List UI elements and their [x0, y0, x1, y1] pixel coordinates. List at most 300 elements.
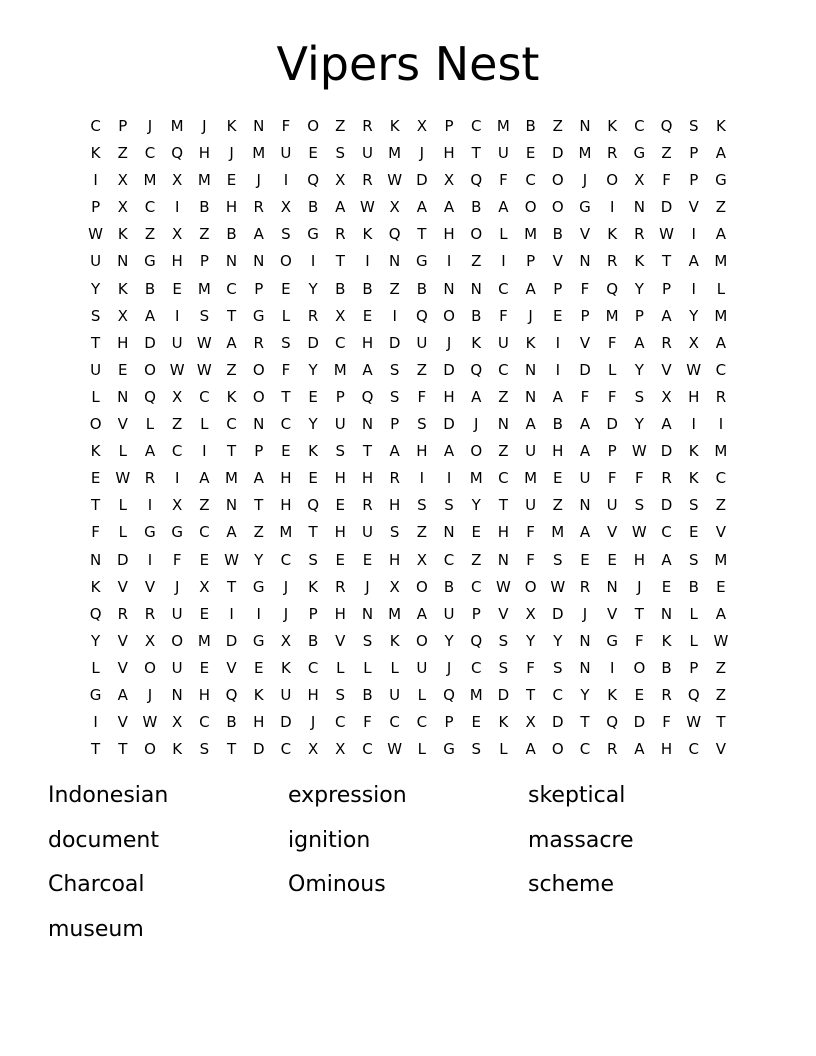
grid-letter: S: [389, 523, 400, 542]
grid-letter: Z: [498, 387, 509, 406]
grid-letter: T: [498, 496, 508, 515]
grid-letter: L: [200, 415, 209, 434]
grid-letter: F: [607, 387, 617, 406]
grid-letter: T: [254, 496, 264, 515]
grid-letter: Y: [91, 279, 101, 298]
grid-letter: N: [660, 604, 673, 623]
grid-letter: K: [607, 117, 618, 135]
grid-letter: I: [691, 279, 696, 298]
grid-letter: S: [281, 225, 291, 244]
grid-letter: Z: [552, 117, 563, 135]
grid-letter: V: [335, 631, 346, 650]
grid-letter: X: [416, 117, 427, 135]
grid-letter: Q: [470, 360, 483, 379]
grid-letter: C: [389, 713, 400, 732]
grid-letter: E: [281, 442, 291, 461]
grid-letter: S: [444, 496, 454, 515]
grid-letter: I: [93, 713, 98, 732]
grid-letter: N: [579, 658, 591, 677]
grid-letter: K: [226, 117, 237, 135]
grid-letter: U: [416, 333, 428, 352]
grid-letter: K: [715, 117, 726, 135]
grid-letter: C: [280, 740, 292, 759]
grid-letter: Q: [361, 387, 374, 406]
grid-letter: S: [634, 496, 645, 515]
grid-letter: N: [497, 550, 510, 569]
grid-letter: T: [91, 740, 101, 759]
grid-letter: G: [252, 577, 265, 596]
grid-letter: I: [419, 469, 425, 488]
grid-letter: E: [90, 469, 101, 488]
grid-letter: F: [526, 523, 535, 542]
grid-letter: U: [497, 333, 509, 352]
grid-letter: B: [307, 198, 319, 217]
grid-letter: P: [634, 306, 644, 325]
grid-letter: C: [470, 658, 482, 677]
grid-letter: D: [633, 713, 646, 732]
grid-letter: Y: [526, 631, 536, 650]
grid-letter: Q: [660, 117, 673, 135]
grid-letter: K: [389, 631, 400, 650]
grid-letter: W: [550, 577, 566, 596]
grid-letter: T: [226, 442, 237, 461]
grid-letter: Y: [308, 415, 318, 434]
grid-letter: N: [361, 604, 374, 623]
grid-letter: H: [552, 442, 564, 461]
grid-letter: W: [387, 740, 403, 759]
grid-letter: A: [144, 306, 156, 325]
grid-letter: H: [225, 198, 238, 217]
grid-letter: Z: [471, 252, 482, 271]
grid-letter: Y: [580, 685, 590, 704]
grid-letter: F: [526, 658, 535, 677]
grid-letter: P: [689, 171, 699, 190]
grid-letter: C: [688, 740, 699, 759]
grid-letter: Y: [308, 360, 318, 379]
grid-letter: P: [580, 306, 590, 325]
grid-letter: V: [661, 360, 672, 379]
grid-letter: P: [444, 117, 454, 135]
grid-letter: N: [117, 252, 129, 271]
grid-letter: Z: [253, 523, 264, 542]
grid-letter: D: [606, 415, 618, 434]
grid-letter: A: [471, 387, 482, 406]
grid-letter: Q: [470, 171, 483, 190]
grid-letter: R: [606, 252, 618, 271]
grid-letter: O: [633, 658, 646, 677]
grid-letter: W: [713, 631, 729, 650]
grid-letter: E: [172, 279, 182, 298]
grid-letter: A: [661, 306, 672, 325]
grid-letter: D: [280, 713, 292, 732]
grid-letter: Y: [91, 631, 101, 650]
grid-letter: Q: [687, 685, 700, 704]
grid-letter: A: [416, 604, 427, 623]
grid-letter: Y: [689, 306, 699, 325]
grid-letter: F: [91, 523, 100, 542]
grid-letter: C: [715, 469, 727, 488]
grid-letter: Y: [553, 631, 563, 650]
grid-letter: A: [634, 740, 645, 759]
grid-letter: N: [606, 577, 618, 596]
grid-letter: I: [718, 415, 724, 434]
word-list-item: ignition: [288, 827, 371, 853]
grid-letter: W: [196, 333, 212, 352]
grid-letter: M: [605, 306, 619, 325]
grid-letter: X: [280, 631, 292, 650]
grid-letter: P: [689, 144, 699, 163]
grid-letter: A: [144, 442, 156, 461]
grid-letter: M: [469, 685, 483, 704]
grid-letter: H: [307, 685, 319, 704]
grid-letter: A: [715, 604, 727, 623]
grid-letter: P: [526, 252, 536, 271]
grid-letter: E: [281, 279, 291, 298]
grid-letter: B: [443, 577, 455, 596]
grid-letter: I: [147, 496, 153, 515]
grid-letter: H: [688, 387, 700, 406]
grid-letter: S: [417, 415, 427, 434]
grid-letter: A: [443, 198, 455, 217]
grid-letter: L: [118, 496, 127, 515]
grid-letter: O: [252, 360, 265, 379]
grid-letter: J: [147, 685, 153, 704]
grid-letter: N: [443, 279, 455, 298]
grid-letter: I: [609, 198, 615, 217]
grid-letter: A: [389, 442, 400, 461]
grid-letter: E: [308, 469, 318, 488]
grid-letter: U: [90, 360, 102, 379]
grid-letter: L: [689, 604, 698, 623]
grid-letter: L: [91, 387, 100, 406]
word-list-item: skeptical: [528, 783, 626, 808]
grid-letter: I: [147, 550, 153, 569]
grid-letter: E: [688, 523, 699, 542]
grid-letter: W: [142, 713, 158, 732]
grid-letter: H: [416, 442, 428, 461]
word-list: [48, 778, 768, 956]
grid-letter: X: [117, 306, 128, 325]
grid-letter: B: [307, 631, 319, 650]
grid-letter: N: [524, 360, 537, 379]
grid-letter: G: [443, 740, 455, 759]
grid-letter: J: [174, 577, 180, 596]
grid-letter: T: [335, 252, 345, 271]
grid-letter: N: [253, 415, 265, 434]
grid-letter: O: [551, 198, 564, 217]
grid-letter: G: [606, 631, 618, 650]
grid-letter: C: [715, 360, 727, 379]
grid-letter: T: [226, 306, 237, 325]
grid-letter: F: [607, 333, 617, 352]
grid-letter: K: [688, 442, 699, 461]
grid-letter: R: [117, 604, 128, 623]
page-title: Vipers Nest: [276, 37, 540, 91]
grid-letter: S: [90, 306, 101, 325]
grid-letter: S: [199, 740, 210, 759]
grid-letter: O: [524, 198, 537, 217]
grid-letter: N: [524, 387, 537, 406]
grid-letter: V: [688, 198, 699, 217]
grid-letter: A: [579, 523, 591, 542]
grid-letter: Y: [634, 415, 644, 434]
grid-letter: F: [635, 469, 644, 488]
grid-letter: L: [118, 523, 127, 542]
grid-letter: L: [716, 279, 726, 298]
grid-letter: V: [579, 333, 591, 352]
grid-letter: O: [280, 252, 292, 271]
grid-letter: X: [335, 171, 346, 190]
grid-letter: A: [117, 685, 128, 704]
grid-letter: N: [579, 117, 591, 135]
word-list-item: document: [48, 827, 159, 853]
grid-letter: F: [662, 171, 671, 190]
grid-letter: E: [716, 577, 726, 596]
grid-letter: L: [499, 225, 508, 244]
grid-letter: M: [578, 144, 592, 163]
grid-letter: I: [555, 333, 560, 352]
grid-letter: B: [362, 685, 373, 704]
grid-letter: S: [281, 333, 291, 352]
grid-letter: J: [419, 144, 425, 163]
grid-letter: X: [117, 171, 128, 190]
grid-letter: R: [335, 225, 346, 244]
grid-letter: C: [280, 415, 292, 434]
grid-letter: A: [362, 360, 373, 379]
grid-letter: R: [362, 171, 373, 190]
grid-letter: D: [497, 685, 510, 704]
grid-letter: P: [308, 604, 318, 623]
grid-letter: T: [417, 225, 427, 244]
grid-letter: I: [174, 469, 180, 488]
grid-letter: S: [389, 360, 400, 379]
grid-letter: P: [390, 415, 400, 434]
grid-letter: J: [147, 117, 153, 135]
grid-letter: R: [144, 469, 156, 488]
grid-letter: E: [199, 550, 210, 569]
grid-letter: O: [551, 740, 564, 759]
grid-letter: E: [661, 577, 672, 596]
grid-letter: G: [715, 171, 727, 190]
grid-letter: Z: [471, 550, 482, 569]
grid-letter: R: [634, 225, 645, 244]
grid-letter: E: [118, 360, 128, 379]
grid-letter: X: [634, 171, 645, 190]
grid-letter: K: [226, 387, 237, 406]
grid-letter: O: [606, 171, 619, 190]
grid-letter: L: [336, 658, 345, 677]
grid-letter: V: [117, 631, 128, 650]
grid-letter: H: [633, 550, 645, 569]
grid-letter: F: [580, 387, 590, 406]
grid-letter: B: [144, 279, 156, 298]
grid-letter: J: [582, 604, 588, 623]
grid-letter: G: [307, 225, 319, 244]
grid-letter: J: [582, 171, 588, 190]
grid-letter: A: [199, 469, 210, 488]
grid-letter: L: [689, 631, 698, 650]
grid-letter: K: [607, 225, 618, 244]
grid-letter: H: [171, 252, 183, 271]
grid-letter: J: [256, 171, 261, 190]
grid-letter: Z: [199, 496, 210, 515]
grid-letter: A: [634, 333, 645, 352]
grid-letter: Q: [307, 171, 319, 190]
grid-letter: S: [553, 658, 563, 677]
grid-letter: P: [553, 279, 563, 298]
grid-letter: C: [90, 117, 101, 135]
grid-letter: L: [363, 658, 372, 677]
grid-letter: Z: [416, 523, 427, 542]
grid-letter: F: [635, 631, 644, 650]
letter-grid: [82, 113, 735, 763]
grid-letter: K: [90, 144, 101, 163]
grid-letter: S: [498, 658, 509, 677]
grid-letter: E: [335, 496, 346, 515]
word-list-item: Charcoal: [48, 872, 145, 897]
grid-letter: E: [226, 171, 237, 190]
grid-letter: V: [579, 225, 591, 244]
grid-letter: C: [416, 713, 428, 732]
grid-letter: E: [335, 550, 346, 569]
grid-letter: T: [118, 740, 128, 759]
grid-letter: C: [199, 523, 210, 542]
grid-letter: X: [416, 550, 427, 569]
grid-letter: Z: [199, 225, 210, 244]
grid-letter: U: [171, 333, 183, 352]
grid-letter: M: [197, 279, 211, 298]
grid-letter: L: [607, 360, 617, 379]
grid-letter: X: [280, 198, 292, 217]
grid-letter: Q: [307, 496, 319, 515]
grid-letter: S: [335, 685, 346, 704]
grid-letter: W: [686, 713, 702, 732]
grid-letter: F: [662, 713, 671, 732]
grid-letter: N: [253, 252, 265, 271]
grid-letter: R: [389, 469, 400, 488]
grid-letter: H: [334, 523, 346, 542]
grid-letter: L: [118, 442, 127, 461]
grid-letter: Z: [416, 360, 427, 379]
grid-letter: U: [171, 604, 183, 623]
grid-letter: H: [443, 225, 455, 244]
grid-letter: W: [387, 171, 403, 190]
grid-letter: W: [495, 577, 511, 596]
grid-letter: K: [253, 685, 264, 704]
grid-letter: O: [252, 387, 265, 406]
grid-letter: S: [417, 496, 427, 515]
grid-letter: B: [362, 279, 373, 298]
grid-letter: X: [688, 333, 699, 352]
grid-letter: Y: [634, 360, 644, 379]
grid-letter: N: [443, 523, 455, 542]
grid-letter: B: [661, 658, 672, 677]
grid-letter: X: [335, 306, 346, 325]
grid-letter: E: [553, 306, 563, 325]
grid-letter: C: [199, 387, 210, 406]
grid-letter: A: [226, 333, 237, 352]
grid-letter: L: [390, 658, 399, 677]
grid-letter: W: [196, 360, 212, 379]
grid-letter: K: [607, 685, 618, 704]
grid-letter: U: [90, 252, 102, 271]
grid-letter: N: [89, 550, 102, 569]
grid-letter: I: [501, 252, 506, 271]
grid-letter: S: [688, 496, 699, 515]
grid-letter: N: [225, 496, 238, 515]
grid-letter: J: [528, 306, 533, 325]
grid-letter: K: [90, 442, 101, 461]
grid-letter: C: [144, 144, 156, 163]
grid-letter: F: [417, 387, 427, 406]
grid-letter: V: [498, 604, 509, 623]
grid-letter: X: [172, 713, 183, 732]
grid-letter: C: [307, 658, 319, 677]
grid-letter: G: [171, 523, 183, 542]
grid-letter: N: [117, 387, 129, 406]
grid-letter: N: [633, 198, 645, 217]
grid-letter: C: [470, 577, 482, 596]
grid-letter: F: [580, 279, 590, 298]
grid-letter: O: [524, 577, 537, 596]
grid-letter: X: [172, 225, 183, 244]
grid-letter: Z: [335, 117, 346, 135]
grid-letter: Z: [117, 144, 128, 163]
grid-letter: N: [361, 415, 374, 434]
grid-letter: O: [470, 442, 483, 461]
grid-letter: A: [661, 415, 672, 434]
grid-letter: X: [335, 740, 346, 759]
grid-letter: V: [552, 252, 563, 271]
grid-letter: K: [172, 740, 183, 759]
grid-letter: Q: [606, 713, 619, 732]
grid-letter: D: [660, 496, 673, 515]
grid-letter: B: [226, 225, 237, 244]
grid-letter: O: [415, 631, 428, 650]
grid-letter: E: [634, 685, 645, 704]
grid-letter: W: [631, 442, 647, 461]
grid-letter: M: [143, 171, 157, 190]
grid-letter: T: [308, 523, 318, 542]
grid-letter: K: [117, 279, 128, 298]
grid-letter: T: [716, 713, 726, 732]
grid-letter: K: [90, 577, 101, 596]
word-list-item: expression: [288, 783, 407, 808]
grid-letter: P: [607, 442, 617, 461]
grid-letter: U: [525, 496, 537, 515]
grid-letter: K: [362, 225, 373, 244]
grid-letter: R: [307, 306, 319, 325]
grid-letter: L: [281, 306, 291, 325]
grid-letter: R: [661, 333, 672, 352]
grid-letter: D: [579, 360, 591, 379]
grid-letter: N: [389, 252, 401, 271]
grid-letter: I: [446, 469, 452, 488]
grid-letter: L: [417, 685, 427, 704]
grid-letter: B: [471, 198, 482, 217]
grid-letter: H: [443, 144, 455, 163]
grid-letter: H: [117, 333, 129, 352]
grid-letter: C: [579, 740, 591, 759]
grid-letter: I: [691, 415, 696, 434]
grid-letter: V: [144, 577, 156, 596]
grid-letter: R: [579, 577, 591, 596]
grid-letter: B: [335, 279, 346, 298]
grid-letter: I: [174, 306, 180, 325]
grid-letter: I: [174, 198, 180, 217]
grid-letter: O: [144, 360, 156, 379]
word-list-item: massacre: [528, 827, 634, 853]
